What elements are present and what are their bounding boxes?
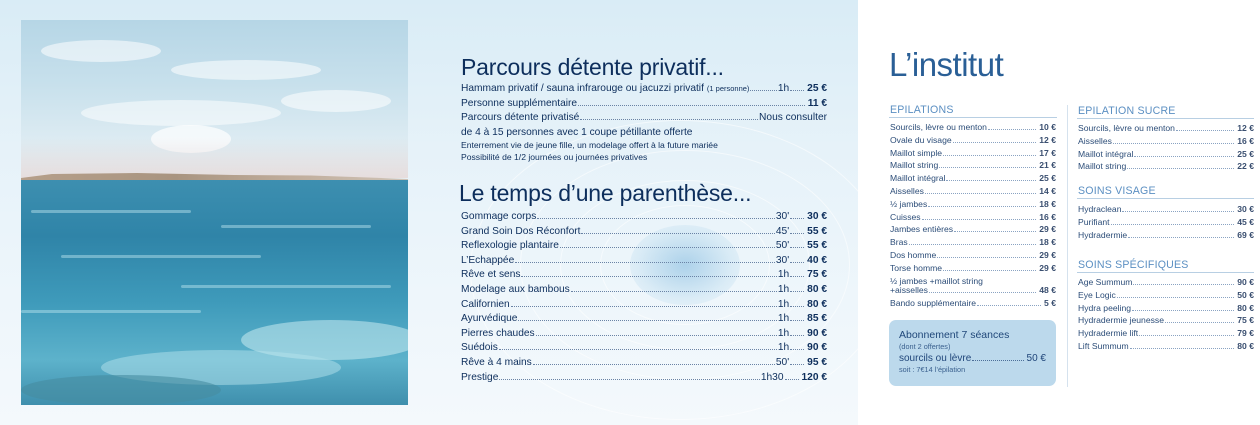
parcours-note: Enterrement vie de jeune fille, un modelage offert à la future mariée (461, 140, 718, 151)
item-label: Jambes entières (890, 224, 954, 235)
item-price: 16 € (1039, 211, 1056, 222)
abonnement-subtitle: (dont 2 offertes) (899, 342, 951, 351)
item-price: 48 € (1039, 285, 1056, 296)
parenthese-title: Le temps d’une parenthèse... (459, 180, 752, 206)
price-row (461, 341, 827, 356)
item-price: 29 € (1039, 262, 1056, 273)
price-row (899, 353, 1046, 364)
item-label: Cuisses (890, 211, 921, 222)
item-label: Californien (461, 298, 510, 310)
price-row (890, 185, 1056, 198)
item-price: 120 € (801, 371, 827, 383)
item-label: Bras (890, 237, 908, 248)
item-label: Hydradermie jeunesse (1078, 315, 1164, 326)
item-price: 69 € (1237, 229, 1254, 240)
price-row (461, 111, 827, 126)
item-duration: 1h (777, 83, 790, 94)
epilations-list (890, 121, 1056, 310)
price-row (1078, 340, 1254, 353)
item-label: Purifiant (1078, 216, 1110, 227)
item-price: 12 € (1237, 123, 1254, 133)
price-row (890, 172, 1056, 185)
item-price: 85 € (807, 313, 827, 325)
item-price: 55 € (807, 225, 827, 237)
item-duration: 1h (777, 298, 790, 310)
item-label: Dos homme (890, 249, 937, 260)
price-row (461, 356, 827, 371)
item-label: Parcours détente privatisé (461, 112, 580, 124)
item-price: 18 € (1039, 237, 1056, 248)
divider (1077, 118, 1254, 119)
item-price: 90 € (807, 327, 827, 339)
item-price: 50 € (1237, 289, 1254, 300)
item-label: Maillot string (1078, 161, 1127, 172)
price-row (1078, 203, 1254, 216)
item-price: 80 € (807, 298, 827, 310)
item-label: Pierres chaudes (461, 327, 535, 339)
price-row (461, 298, 827, 313)
price-row (890, 297, 1056, 310)
item-duration: 1h (777, 269, 790, 281)
price-row (1078, 314, 1254, 327)
price-row (461, 210, 827, 225)
abonnement-note: soit : 7€14 l’épilation (899, 365, 966, 374)
item-price: 25 € (1039, 173, 1056, 184)
item-label: Personne supplémentaire (461, 97, 578, 109)
price-row (461, 82, 827, 97)
item-price: 80 € (1237, 340, 1254, 351)
item-duration: 50' (775, 240, 790, 252)
item-price: 80 € (807, 283, 827, 295)
item-duration: 50' (775, 356, 790, 368)
parcours-line2: de 4 à 15 personnes avec 1 coupe pétillante offerte (461, 126, 693, 138)
price-row (890, 134, 1056, 147)
item-label: Hydradermie lift (1078, 328, 1139, 339)
price-row (461, 254, 827, 269)
item-price: 55 € (807, 240, 827, 252)
item-price: 25 € (1237, 148, 1254, 159)
item-label: Age Summum (1078, 277, 1133, 287)
item-label: Rêve et sens (461, 269, 521, 281)
item-price: 95 € (807, 356, 827, 368)
item-label: Bando supplémentaire (890, 298, 976, 309)
price-row (1078, 327, 1254, 340)
item-label: Maillot simple (890, 147, 943, 158)
price-row (461, 225, 827, 240)
price-row (1078, 289, 1254, 302)
item-price: 80 € (1237, 302, 1254, 313)
item-label: ½ jambes (890, 198, 928, 209)
item-label: Maillot string (890, 160, 939, 171)
epilations-heading: EPILATIONS (890, 104, 954, 116)
price-row (1078, 122, 1254, 135)
divider (889, 117, 1057, 118)
price-row (1078, 148, 1254, 161)
item-price: 10 € (1039, 122, 1056, 132)
parcours-list (461, 82, 827, 163)
item-label: Maillot intégral (890, 173, 946, 184)
price-row (461, 371, 827, 386)
item-label: Maillot intégral (1078, 148, 1134, 159)
divider (1077, 198, 1254, 199)
price-row (890, 249, 1056, 262)
soins-visage-list (1078, 203, 1254, 241)
price-row (1078, 135, 1254, 148)
item-label: Sourcils, lèvre ou menton (1078, 123, 1175, 133)
price-row (890, 211, 1056, 224)
item-label: Gommage corps (461, 211, 537, 222)
institut-title: L’institut (889, 46, 1004, 83)
item-label: Prestige (461, 371, 499, 383)
item-price: 12 € (1039, 134, 1056, 145)
price-row (1078, 276, 1254, 289)
column-divider (1067, 105, 1068, 387)
price-row (461, 239, 827, 254)
divider (1077, 272, 1254, 273)
item-label: Suédois (461, 342, 498, 354)
price-row (890, 262, 1056, 275)
sea-photo (21, 20, 408, 405)
item-label: L’Echappée (461, 254, 515, 266)
item-price: 75 € (807, 269, 827, 281)
price-row (1078, 216, 1254, 229)
item-duration: Nous consulter (759, 112, 827, 124)
item-duration: 45' (775, 225, 790, 237)
item-price: 75 € (1237, 315, 1254, 326)
price-row (1078, 229, 1254, 242)
item-price: 11 € (807, 97, 827, 109)
epilation-sucre-heading: EPILATION SUCRE (1078, 105, 1176, 117)
item-price: 30 € (807, 211, 827, 222)
item-price: 22 € (1237, 161, 1254, 172)
item-price: 29 € (1039, 224, 1056, 235)
item-label: Ayurvédique (461, 313, 518, 325)
item-note: (1 personne) (706, 84, 750, 93)
item-price: 45 € (1237, 216, 1254, 227)
item-label: Ovale du visage (890, 134, 952, 145)
parcours-note: Possibilité de 1/2 journées ou journées privatives (461, 151, 648, 162)
item-label: sourcils ou lèvre (899, 353, 972, 364)
abonnement-box (889, 320, 1056, 386)
price-row (461, 268, 827, 283)
item-price: 5 € (1044, 298, 1056, 309)
price-row (890, 159, 1056, 172)
item-label: Torse homme (890, 262, 943, 273)
item-label: Grand Soin Dos Réconfort (461, 225, 581, 237)
item-label: Rêve à 4 mains (461, 356, 532, 368)
item-duration: 1h (777, 342, 790, 354)
price-row (890, 198, 1056, 211)
parcours-title: Parcours détente privatif... (461, 54, 724, 80)
item-price: 16 € (1237, 135, 1254, 146)
item-label: Hydradermie (1078, 229, 1128, 240)
item-label: Aisselles (890, 185, 924, 196)
price-row (461, 283, 827, 298)
price-row (1078, 302, 1254, 315)
item-duration: 1h (777, 313, 790, 325)
item-label: Hammam privatif / sauna infrarouge ou jacuzzi privatif (461, 83, 704, 94)
item-price: 21 € (1039, 160, 1056, 171)
item-price: 40 € (807, 254, 827, 266)
parenthese-list (461, 210, 827, 385)
soins-specifiques-list (1078, 276, 1254, 353)
item-price: 29 € (1039, 249, 1056, 260)
price-row (1078, 160, 1254, 173)
item-price: 90 € (1237, 277, 1254, 287)
item-label: Eye Logic (1078, 289, 1116, 300)
item-duration: 30' (775, 254, 790, 266)
item-price: 14 € (1039, 185, 1056, 196)
item-price: 50 € (1026, 353, 1046, 364)
item-price: 90 € (807, 342, 827, 354)
item-duration: 1h (777, 283, 790, 295)
item-label: Modelage aux bambous (461, 283, 570, 295)
abonnement-title: Abonnement 7 séances (899, 329, 1010, 341)
item-price: 17 € (1039, 147, 1056, 158)
item-label: Hydra peeling (1078, 302, 1132, 313)
combo-label: ½ jambes +maillot string (890, 275, 983, 286)
item-duration: 1h30 (760, 371, 784, 383)
price-row (890, 121, 1056, 134)
item-label: Sourcils, lèvre ou menton (890, 122, 987, 132)
item-label: Aisselles (1078, 135, 1112, 146)
item-price: 18 € (1039, 198, 1056, 209)
price-row (461, 327, 827, 342)
price-row (890, 236, 1056, 249)
price-row (461, 312, 827, 327)
item-duration: 30' (775, 211, 790, 222)
item-price: 79 € (1237, 328, 1254, 339)
item-price: 25 € (807, 83, 827, 94)
soins-specifiques-heading: SOINS SPÉCIFIQUES (1078, 259, 1189, 271)
item-label: Lift Summum (1078, 340, 1129, 351)
combo-label: +aisselles (890, 285, 928, 296)
item-price: 30 € (1237, 204, 1254, 214)
epilation-sucre-list (1078, 122, 1254, 173)
item-duration: 1h (777, 327, 790, 339)
soins-visage-heading: SOINS VISAGE (1078, 185, 1156, 197)
price-row (890, 147, 1056, 160)
item-label: Hydraclean (1078, 204, 1122, 214)
price-row (461, 97, 827, 112)
item-label: Reflexologie plantaire (461, 240, 559, 252)
price-row (890, 223, 1056, 236)
